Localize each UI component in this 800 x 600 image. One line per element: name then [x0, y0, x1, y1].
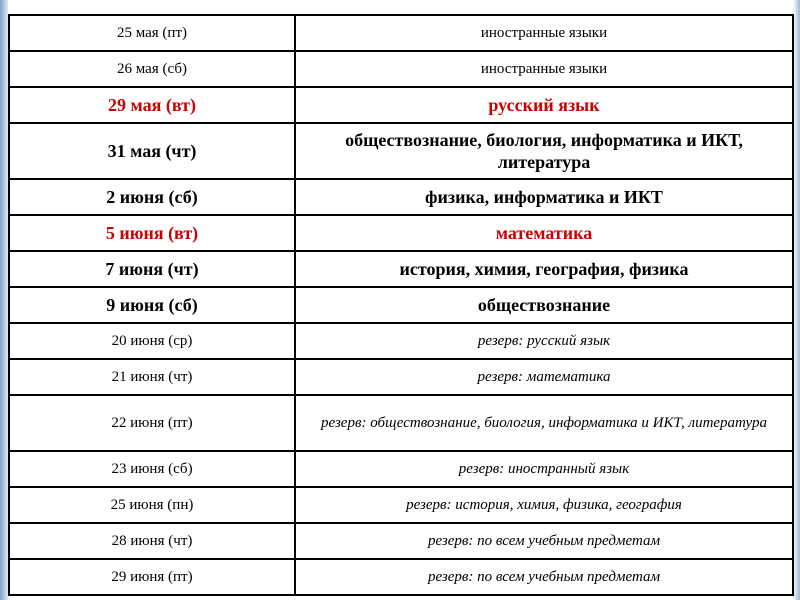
exam-subject-cell: физика, информатика и ИКТ	[295, 179, 793, 215]
exam-date-cell: 29 июня (пт)	[9, 559, 295, 595]
exam-date-cell: 29 мая (вт)	[9, 87, 295, 123]
table-row	[9, 395, 793, 451]
table-row	[9, 559, 793, 595]
table-row	[9, 287, 793, 323]
exam-date-cell: 9 июня (сб)	[9, 287, 295, 323]
table-row	[9, 51, 793, 87]
table-row	[9, 451, 793, 487]
exam-date-cell: 25 июня (пн)	[9, 487, 295, 523]
exam-subject-cell: иностранные языки	[295, 15, 793, 51]
table-row	[9, 487, 793, 523]
schedule-body	[9, 15, 793, 595]
exam-date-cell: 7 июня (чт)	[9, 251, 295, 287]
table-row	[9, 523, 793, 559]
exam-subject-cell: резерв: по всем учебным предметам	[295, 559, 793, 595]
exam-subject-cell: история, химия, география, физика	[295, 251, 793, 287]
exam-subject-cell: резерв: математика	[295, 359, 793, 395]
exam-subject-cell: резерв: иностранный язык	[295, 451, 793, 487]
exam-date-cell: 31 мая (чт)	[9, 123, 295, 179]
exam-schedule-table	[8, 14, 794, 596]
exam-date-cell: 26 мая (сб)	[9, 51, 295, 87]
table-row	[9, 123, 793, 179]
exam-date-cell: 28 июня (чт)	[9, 523, 295, 559]
table-row	[9, 323, 793, 359]
table-row	[9, 251, 793, 287]
right-border-strip	[794, 0, 800, 600]
exam-date-cell: 22 июня (пт)	[9, 395, 295, 451]
exam-subject-cell: иностранные языки	[295, 51, 793, 87]
left-border-strip	[0, 0, 8, 600]
exam-subject-cell: резерв: по всем учебным предметам	[295, 523, 793, 559]
table-row	[9, 87, 793, 123]
table-row	[9, 179, 793, 215]
exam-date-cell: 23 июня (сб)	[9, 451, 295, 487]
table-row	[9, 215, 793, 251]
exam-subject-cell: обществознание	[295, 287, 793, 323]
exam-subject-cell: резерв: русский язык	[295, 323, 793, 359]
table-row	[9, 15, 793, 51]
exam-date-cell: 20 июня (ср)	[9, 323, 295, 359]
exam-date-cell: 25 мая (пт)	[9, 15, 295, 51]
exam-date-cell: 21 июня (чт)	[9, 359, 295, 395]
exam-subject-cell: математика	[295, 215, 793, 251]
exam-subject-cell: русский язык	[295, 87, 793, 123]
exam-subject-cell: обществознание, биология, информатика и ИКТ, литература	[295, 123, 793, 179]
exam-date-cell: 2 июня (сб)	[9, 179, 295, 215]
exam-date-cell: 5 июня (вт)	[9, 215, 295, 251]
table-row	[9, 359, 793, 395]
exam-subject-cell: резерв: обществознание, биология, информатика и ИКТ, литература	[295, 395, 793, 451]
exam-subject-cell: резерв: история, химия, физика, география	[295, 487, 793, 523]
